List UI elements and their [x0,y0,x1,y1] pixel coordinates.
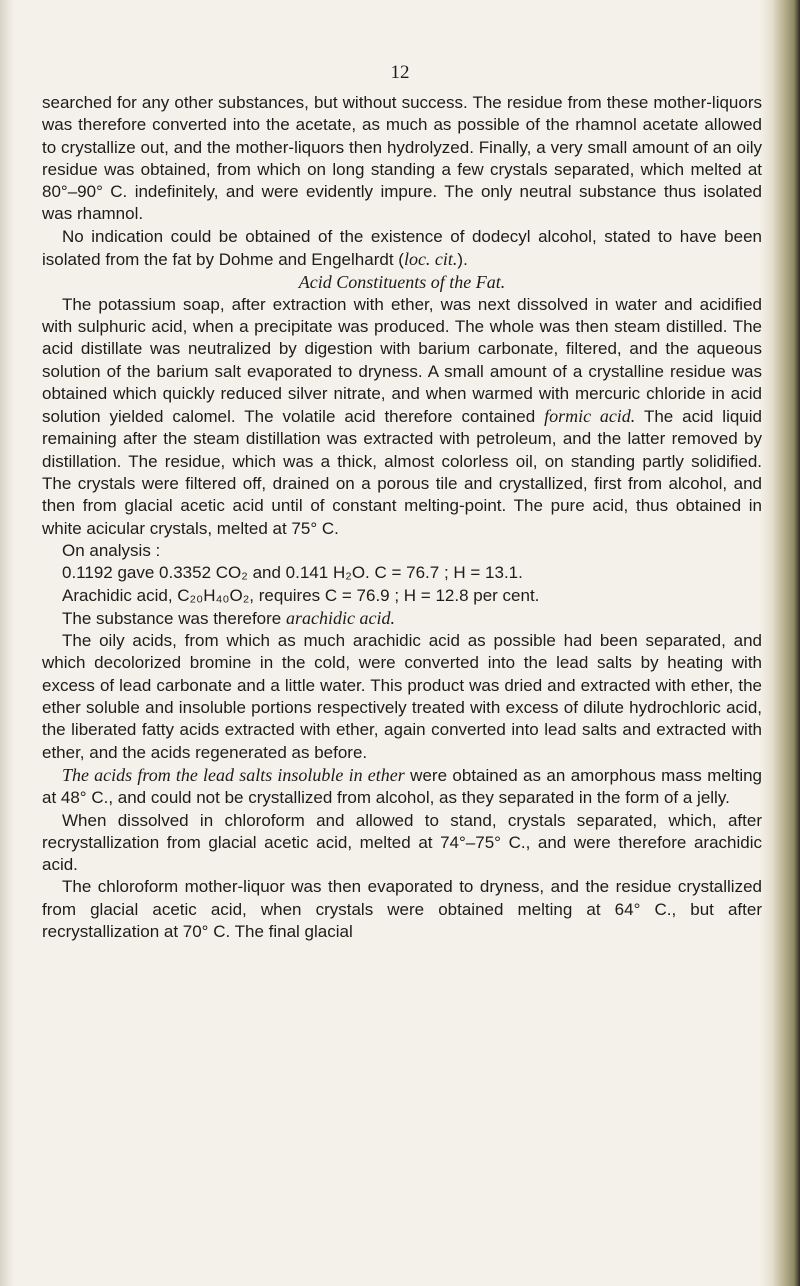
analysis-line: 0.1192 gave 0.3352 CO₂ and 0.141 H₂O. C = 76.7 ; H = 13.1. [62,563,523,583]
italic-citation: loc. cit. [403,249,458,270]
text-run: The substance was therefore [62,608,286,628]
text-run: The potassium soap, after extraction with ether, was next dissolved in water and acidified with sulphuric acid, when a precipitate was produced. The whole was then steam distilled. The acid distillate was neutralized by digestion with barium carbonate, filtered, and the aqueous solution of the barium salt evaporated to dryness. A small amount of a crystalline residue was obtained which quickly reduced silver nitrate, and when warmed with mercuric chloride in acid solution yielded calomel. The volatile acid therefore contained [42,294,762,427]
text-run: The acid liquid remaining after the steam distillation was extracted with petroleum, and the latter removed by distillation. The residue, which was a thick, almost colorless oil, on standing partly solidified. The crystals were filtered off, drained on a porous tile and crystallized, first from alcohol, and then from glacial acetic acid until of constant melting-point. The pure acid, thus obtained in white acicular crystals, melted at 75° C. [42,407,762,538]
paragraph [42,294,762,540]
italic-term: arachidic acid. [285,607,395,628]
paragraph: The oily acids, from which as much arachidic acid as possible had been separated, and which decolorized bromine in the cold, were converted into the lead salts by heating with excess of lead carbonate and a little water. This product was dried and extracted with ether, the ether soluble and insoluble portions respectively treated with excess of dilute hydrochloric acid, the liberated fatty acids extracted with ether, again converted into lead salts and extracted with ether, and the acids regenerated as before. [42,631,762,762]
paragraph [42,764,762,810]
paragraph: When dissolved in chloroform and allowed to stand, crystals separated, which, after recrystallization from glacial acetic acid, melted at 74°–75° C., and were therefore arachidic acid. [42,810,762,875]
paragraph [42,226,762,272]
italic-term: The acids from the lead salts insoluble in ether [62,764,405,785]
page-left-edge [0,0,14,1286]
analysis-line: Arachidic acid, C₂₀H₄₀O₂, requires C = 76.9 ; H = 12.8 per cent. [62,585,540,605]
section-heading: Acid Constituents of the Fat. [298,272,506,293]
text-run: were obtained as an amorphous mass melting at 48° C., and could not be crystallized from alcohol, as they separated in the form of a jelly. [42,765,763,808]
paragraph: The chloroform mother-liquor was then evaporated to dryness, and the residue crystallized from glacial acetic acid, when crystals were obtained melting at 64° C., but after recrystallization at 70° C. The final glacial [42,877,762,941]
analysis-label: On analysis : [62,540,161,560]
text-run: ). [457,250,468,270]
page-right-edge [760,0,800,1286]
paragraph [42,607,762,630]
paragraph: searched for any other substances, but without success. The residue from these mother-liquors was therefore converted into the acetate, as much as possible of the rhamnol acetate allowed to crystallize out, and the mother-liquors then hydrolyzed. Finally, a very small amount of an oily residue was obtained, from which on long standing a few crystals separated, which melted at 80°–90° C. indefinitely, and were evidently impure. The only neutral substance thus isolated was rhamnol. [42,93,762,224]
italic-term: formic acid. [544,406,636,427]
body-text [42,92,762,943]
text-run: No indication could be obtained of the existence of dodecyl alcohol, stated to have been isolated from the fat by Dohme and Engelhardt ( [42,226,762,270]
page-number: 12 [390,62,410,83]
